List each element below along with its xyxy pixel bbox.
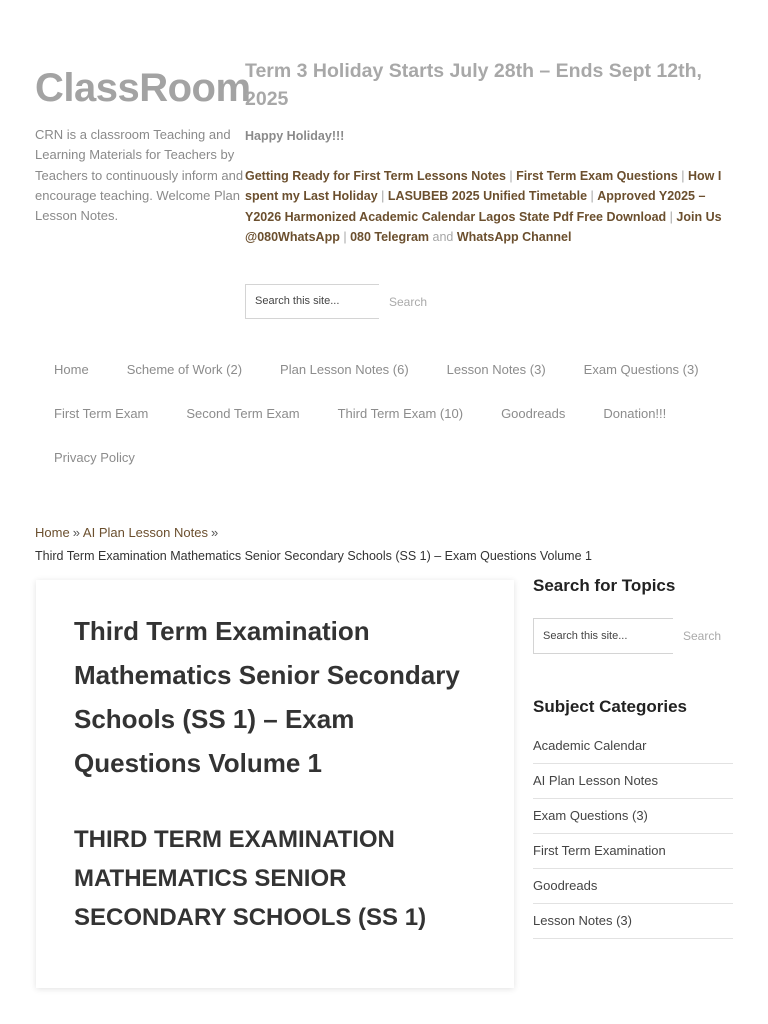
link-separator: | — [669, 209, 673, 224]
site-description: CRN is a classroom Teaching and Learning Materials for Teachers by Teachers to continuously inform and encourage teaching. Welcome Plan Lesson Notes. — [35, 127, 244, 224]
link-separator: | — [681, 169, 685, 183]
nav-item-first-term-exam[interactable]: First Term Exam — [54, 405, 149, 421]
link-separator: | — [509, 169, 513, 183]
nav-item-scheme-of-work[interactable]: Scheme of Work (2) — [126, 361, 243, 377]
category-item[interactable]: First Term Examination — [533, 834, 733, 869]
breadcrumb — [35, 525, 221, 540]
sidebar — [533, 576, 733, 939]
category-item[interactable]: Exam Questions (3) — [533, 799, 733, 834]
link-telegram[interactable]: 080 Telegram — [350, 230, 430, 245]
category-list — [533, 729, 733, 939]
link-first-term-lesson-notes[interactable]: Getting Ready for First Term Lessons Notes — [245, 169, 506, 183]
category-item[interactable]: AI Plan Lesson Notes — [533, 764, 733, 799]
categories-widget-title: Subject Categories — [533, 697, 687, 716]
nav-item-lesson-notes[interactable]: Lesson Notes (3) — [446, 361, 546, 377]
breadcrumb-home[interactable]: Home — [35, 525, 70, 540]
link-separator: | — [343, 230, 347, 245]
header-search-input[interactable]: Search this site... — [245, 284, 379, 319]
nav-item-privacy-policy[interactable]: Privacy Policy — [54, 449, 135, 465]
link-separator: | — [590, 189, 594, 204]
category-item[interactable]: Academic Calendar — [533, 729, 733, 764]
breadcrumb-current: Third Term Examination Mathematics Senior Secondary Schools (SS 1) – Exam Questions Volume 1 — [35, 549, 592, 563]
link-academic-calendar[interactable]: Approved Y2025 – Y2026 Harmonized Academic Calendar Lagos State Pdf Free Download — [245, 189, 706, 224]
site-title[interactable]: ClassRoom — [35, 66, 251, 110]
link-whatsapp-channel[interactable]: WhatsApp Channel — [456, 230, 572, 245]
announcement-links — [245, 166, 725, 248]
announcement-title: Term 3 Holiday Starts July 28th – Ends Sept 12th, 2025 — [245, 60, 702, 110]
nav-item-exam-questions[interactable]: Exam Questions (3) — [583, 361, 699, 377]
article-title: Third Term Examination Mathematics Senior Secondary Schools (SS 1) – Exam Questions Volume 1 — [74, 616, 460, 778]
nav-item-goodreads[interactable]: Goodreads — [501, 405, 566, 421]
nav-row — [35, 347, 735, 391]
link-first-term-exam-questions[interactable]: First Term Exam Questions — [516, 169, 678, 183]
breadcrumb-separator: » — [210, 525, 219, 540]
nav-item-home[interactable]: Home — [54, 361, 89, 377]
search-widget-title: Search for Topics — [533, 576, 676, 595]
nav-item-plan-lesson-notes[interactable]: Plan Lesson Notes (6) — [280, 361, 409, 377]
link-last-holiday[interactable]: How I spent my Last Holiday — [245, 169, 722, 204]
nav-item-donation[interactable]: Donation!!! — [603, 405, 667, 421]
breadcrumb-category[interactable]: AI Plan Lesson Notes — [82, 525, 208, 540]
announcement-greeting: Happy Holiday!!! — [245, 129, 345, 143]
and-word: and — [432, 230, 454, 245]
header-search-button[interactable]: Search — [389, 294, 428, 309]
main-navigation — [35, 347, 735, 479]
nav-item-second-term-exam[interactable]: Second Term Exam — [186, 405, 300, 421]
breadcrumb-separator: » — [72, 525, 80, 540]
link-separator: | — [381, 189, 385, 204]
nav-row — [35, 435, 735, 479]
sidebar-search-button[interactable]: Search — [683, 629, 722, 643]
link-lasubeb-timetable[interactable]: LASUBEB 2025 Unified Timetable — [387, 189, 588, 204]
article-card — [36, 580, 514, 988]
link-join-whatsapp[interactable]: Join Us @080WhatsApp — [245, 209, 722, 245]
nav-item-third-term-exam[interactable]: Third Term Exam (10) — [337, 405, 464, 421]
article-heading: THIRD TERM EXAMINATION MATHEMATICS SENIOR SECONDARY SCHOOLS (SS 1) — [74, 826, 427, 931]
sidebar-search-input[interactable]: Search this site... — [533, 618, 673, 654]
nav-row — [35, 391, 735, 435]
sidebar-search-form — [533, 618, 733, 654]
category-item[interactable]: Lesson Notes (3) — [533, 904, 733, 939]
header-search-form — [245, 284, 427, 319]
category-item[interactable]: Goodreads — [533, 869, 733, 904]
